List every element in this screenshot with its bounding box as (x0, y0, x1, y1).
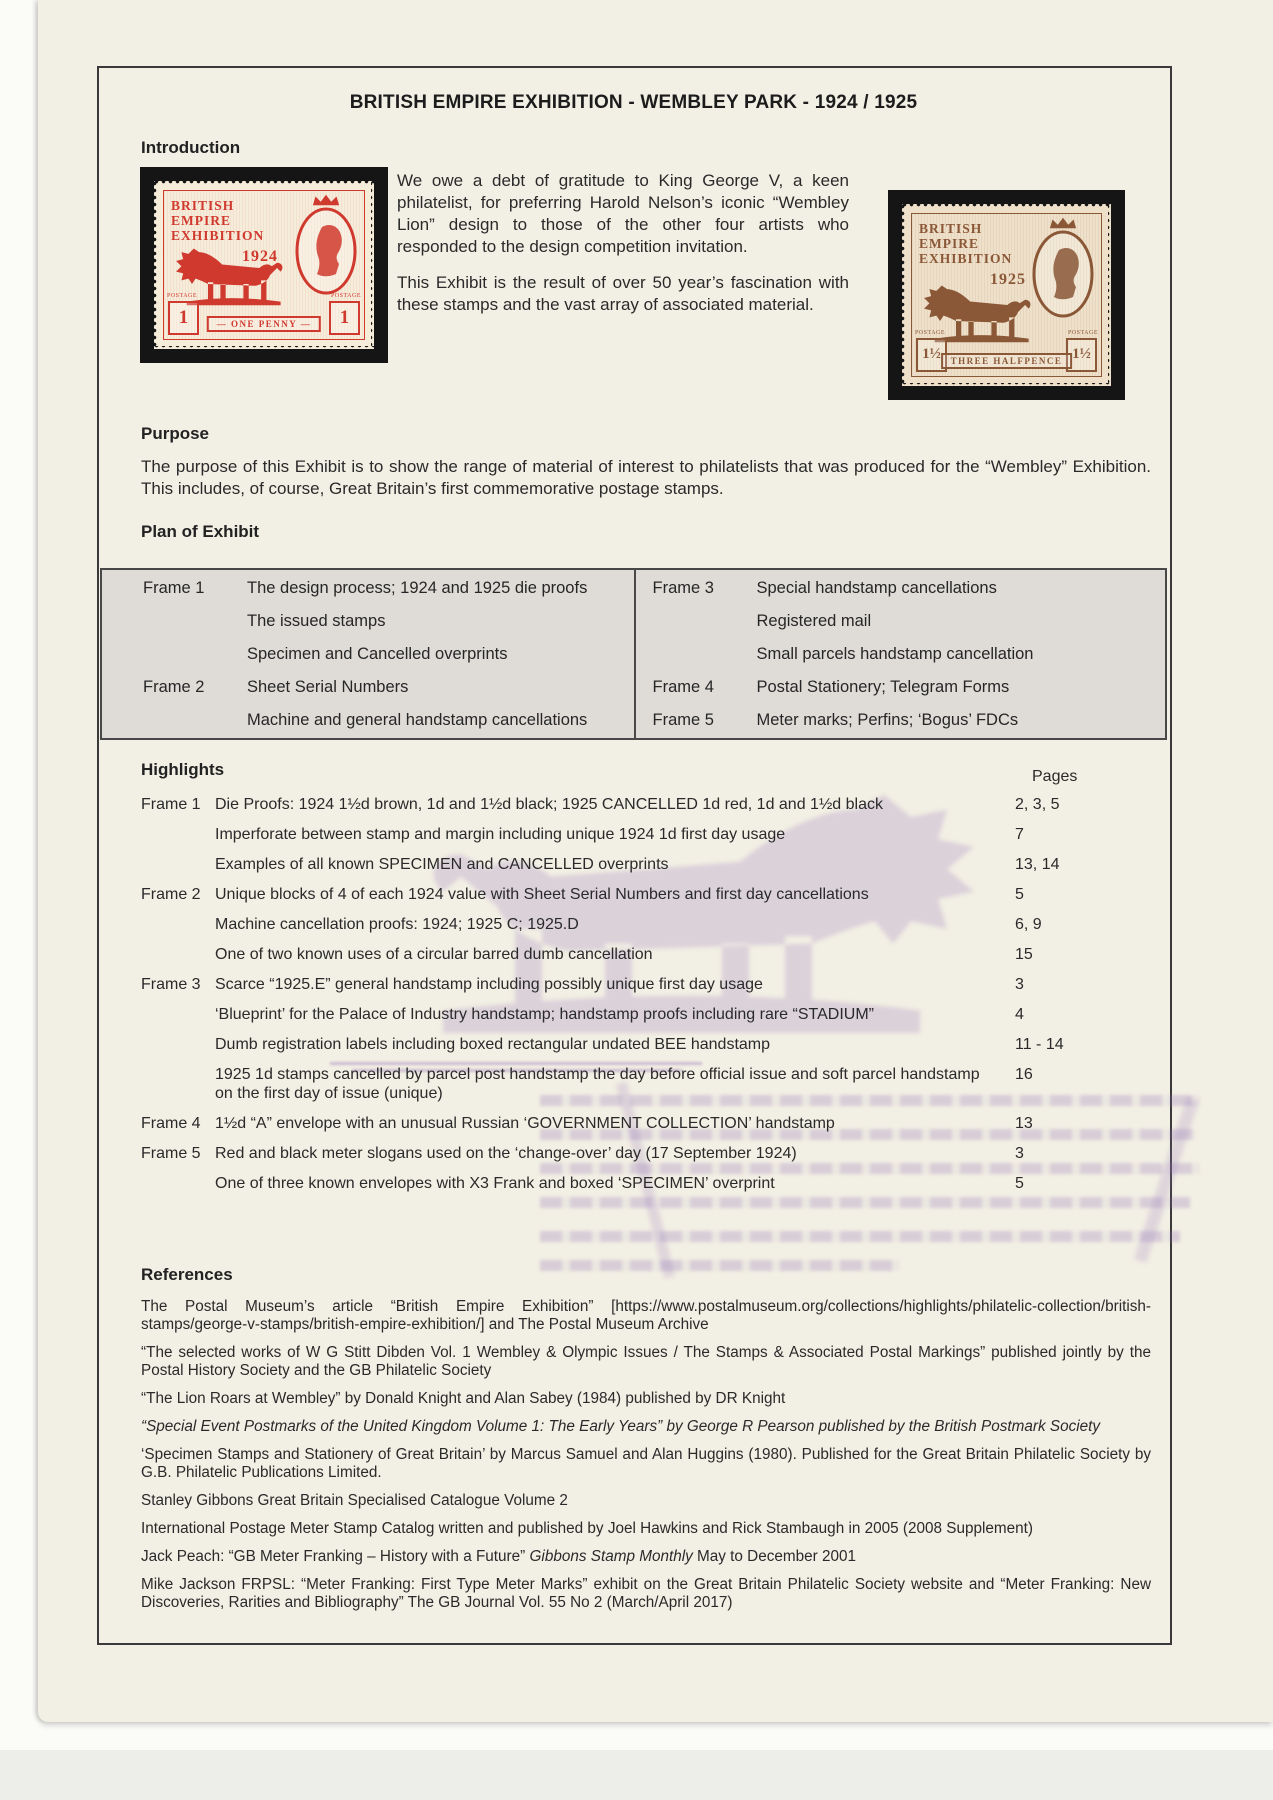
plan-frame-label (143, 704, 247, 737)
highlight-frame-label (141, 1065, 215, 1103)
plan-row (636, 572, 1166, 605)
highlight-row (141, 1035, 1181, 1054)
plan-frame-label: Frame 1 (143, 579, 205, 597)
stamp-value-tablet: 1½ (916, 338, 947, 372)
highlight-pages: 13, 14 (1015, 856, 1060, 873)
section-heading-highlights: Highlights (141, 760, 225, 779)
plan-column-right (634, 570, 1166, 738)
plan-row-text: Postal Stationery; Telegram Forms (756, 678, 1010, 696)
highlight-text: Imperforate between stamp and margin including unique 1924 1d first day usage (215, 826, 786, 843)
stamp-1925-three-halfpence (902, 204, 1111, 386)
plan-row-text: Registered mail (756, 612, 872, 630)
reference-item (141, 1492, 1151, 1510)
reference-text: “The selected works of W G Stitt Dibden Vol. 1 Wembley & Olympic Issues / The Stamps & Associated Postal Markings” published jointly by the Postal History Society and the GB Philatelic Society (141, 1344, 1151, 1379)
stamp-postage-text: POSTAGE (915, 330, 946, 336)
purpose-text: The purpose of this Exhibit is to show the range of material of interest to philatelists that was produced for the “Wembley” Exhibition. This includes, of course, Great Britain’s first commemorative postage stamps. (141, 457, 1151, 499)
highlight-frame-label (141, 915, 215, 934)
highlight-pages: 11 - 14 (1015, 1036, 1064, 1053)
highlight-frame-label (141, 1035, 215, 1054)
highlight-pages: 13 (1015, 1115, 1033, 1132)
highlight-row (141, 855, 1181, 874)
plan-row-text: Machine and general handstamp cancellations (247, 711, 588, 729)
highlight-pages: 5 (1015, 886, 1024, 903)
reference-item (141, 1446, 1151, 1482)
reference-text: The Postal Museum’s article “British Empire Exhibition” [https://www.postalmuseum.org/collections/highlights/philatelic-collection/british-stamps/george-v-stamps/british-empire-exhibition/] and The Postal Museum Archive (141, 1298, 1151, 1333)
plan-row (102, 704, 634, 737)
plan-row (102, 572, 634, 605)
stamp-postage-text: POSTAGE (330, 293, 361, 299)
highlight-pages: 4 (1015, 1006, 1024, 1023)
plan-frame-label: Frame 3 (652, 579, 714, 597)
stamp-1924-design (163, 190, 365, 340)
stamp-country-text (171, 198, 264, 243)
plan-column-left (102, 570, 634, 738)
section-heading-plan: Plan of Exhibit (141, 522, 260, 541)
highlight-row (141, 825, 1181, 844)
stamp-text-line: EMPIRE (171, 213, 231, 229)
intro-paragraph-2: This Exhibit is the result of over 50 year’s fascination with these stamps and the vast array of associated material. (397, 273, 849, 315)
reference-item (141, 1520, 1151, 1538)
stamp-text-line: EXHIBITION (171, 228, 265, 244)
perforation-edge (901, 383, 1112, 388)
reference-text: ‘Specimen Stamps and Stationery of Great Britain’ by Marcus Samuel and Alan Huggins (1980). Published for the Great Britain Philatelic Society by G.B. Philatelic Publications Limited. (141, 1446, 1151, 1481)
highlight-frame-label (141, 825, 215, 844)
highlight-row (141, 1114, 1181, 1133)
reference-text: “The Lion Roars at Wembley” by Donald Knight and Alan Sabey (1984) published by DR Knight (141, 1390, 786, 1407)
stamp-1924-one-penny (154, 181, 374, 349)
plan-row (636, 704, 1166, 737)
stamp-year: 1924 (242, 248, 278, 265)
plan-frame-label (653, 605, 757, 638)
plan-frame-label: Frame 4 (652, 678, 714, 696)
plan-row (636, 671, 1166, 704)
highlight-row (141, 1065, 1181, 1103)
highlight-text: One of two known uses of a circular barred dumb cancellation (215, 946, 653, 963)
plan-row (636, 638, 1166, 671)
stamp-value-tablet: 1 (168, 301, 199, 335)
stamp-text-line: EXHIBITION (919, 251, 1013, 267)
plan-row (636, 605, 1166, 638)
stamp-value-tablet: 1½ (1066, 338, 1097, 372)
highlight-row (141, 915, 1181, 934)
reference-item (141, 1298, 1151, 1334)
plan-row-text: The design process; 1924 and 1925 die proofs (247, 579, 588, 597)
perforation-edge (371, 180, 376, 350)
highlight-frame-label (141, 855, 215, 874)
plan-row-text: Meter marks; Perfins; ‘Bogus’ FDCs (756, 711, 1019, 729)
highlight-frame-label: Frame 3 (141, 976, 201, 993)
highlight-row (141, 1144, 1181, 1163)
pages-column-header: Pages (1032, 768, 1078, 785)
highlight-pages: 3 (1015, 976, 1024, 993)
reference-text: Gibbons Stamp Monthly (529, 1548, 693, 1565)
reference-item (141, 1576, 1151, 1612)
stamp-text-line: BRITISH (919, 221, 983, 236)
highlight-text: ‘Blueprint’ for the Palace of Industry handstamp; handstamp proofs including rare “STADIUM” (215, 1006, 874, 1023)
highlight-row (141, 885, 1181, 904)
highlight-text: One of three known envelopes with X3 Frank and boxed ‘SPECIMEN’ overprint (215, 1175, 775, 1192)
highlight-pages: 3 (1015, 1145, 1024, 1162)
reference-text: Jack Peach: “GB Meter Franking – History with a Future” (141, 1548, 530, 1565)
stamp-denomination: THREE HALFPENCE (941, 353, 1073, 369)
stamp-text-line: BRITISH (171, 198, 235, 213)
highlight-row (141, 1174, 1181, 1193)
reference-item (141, 1344, 1151, 1380)
stamp-text-line: EMPIRE (919, 236, 979, 252)
plan-frame-label: Frame 2 (143, 678, 205, 696)
section-heading-introduction: Introduction (141, 138, 241, 157)
reference-text: “Special Event Postmarks of the United Kingdom Volume 1: The Early Years” by George R Pearson published by the British Postmark Society (141, 1418, 1101, 1435)
plan-row-text: Special handstamp cancellations (756, 579, 997, 597)
perforation-edge (901, 202, 1112, 207)
highlight-row (141, 975, 1181, 994)
plan-row (102, 605, 634, 638)
section-heading-references: References (141, 1265, 233, 1284)
highlight-pages: 5 (1015, 1175, 1024, 1192)
stamp-denomination: — ONE PENNY — (207, 316, 321, 332)
plan-row-text: Sheet Serial Numbers (247, 678, 409, 696)
highlight-text: Dumb registration labels including boxed rectangular undated BEE handstamp (215, 1036, 771, 1053)
reference-item (141, 1548, 1151, 1566)
stamp-1925-design (911, 213, 1102, 377)
king-george-v-portrait (295, 207, 357, 295)
stamp-year: 1925 (990, 271, 1026, 288)
stamp-value-tablet: 1 (329, 301, 360, 335)
crown-icon (309, 193, 343, 207)
stamp-country-text (919, 221, 1012, 266)
perforation-edge (900, 203, 905, 387)
highlight-frame-label: Frame 5 (141, 1145, 201, 1162)
plan-of-exhibit-table (100, 568, 1167, 740)
stamp-mount-1925 (888, 190, 1125, 400)
highlight-row (141, 945, 1181, 964)
references-list (141, 1298, 1151, 1622)
highlight-pages: 16 (1015, 1066, 1033, 1083)
plan-row (102, 638, 634, 671)
intro-paragraph-1: We owe a debt of gratitude to King George V, a keen philatelist, for preferring Harold Nelson’s iconic “Wembley Lion” design to those of the other four artists who responded to the design competition invitation. (397, 171, 849, 257)
highlight-pages: 6, 9 (1015, 916, 1042, 933)
plan-row-text: The issued stamps (247, 612, 386, 630)
highlight-pages: 15 (1015, 946, 1033, 963)
stamp-mount-1924 (140, 167, 388, 363)
perforation-edge (153, 179, 375, 184)
reference-item (141, 1418, 1151, 1436)
highlight-text: 1925 1d stamps cancelled by parcel post handstamp the day before official issue and soft parcel handstamp on the first day of issue (unique) (215, 1066, 980, 1102)
introduction-text (397, 170, 849, 331)
plan-frame-label (143, 638, 247, 671)
plan-row-text: Specimen and Cancelled overprints (247, 645, 508, 663)
plan-row (102, 671, 634, 704)
page-bottom-edge (0, 1750, 1273, 1800)
highlight-frame-label (141, 1174, 215, 1193)
highlight-text: Unique blocks of 4 of each 1924 value with Sheet Serial Numbers and first day cancellations (215, 886, 869, 903)
plan-frame-label: Frame 5 (652, 711, 714, 729)
highlight-text: Examples of all known SPECIMEN and CANCELLED overprints (215, 856, 669, 873)
highlight-frame-label: Frame 2 (141, 886, 201, 903)
stamp-postage-text: POSTAGE (1067, 330, 1098, 336)
perforation-edge (153, 346, 375, 351)
highlight-frame-label (141, 945, 215, 964)
reference-text: Stanley Gibbons Great Britain Specialised Catalogue Volume 2 (141, 1492, 568, 1509)
highlight-text: Scarce “1925.E” general handstamp including possibly unique first day usage (215, 976, 763, 993)
reference-text: International Postage Meter Stamp Catalog written and published by Joel Hawkins and Rick Stambaugh in 2005 (2008 Supplement) (141, 1520, 1033, 1537)
reference-item (141, 1390, 1151, 1408)
highlight-text: Red and black meter slogans used on the ‘change-over’ day (17 September 1924) (215, 1145, 797, 1162)
stamp-postage-text: POSTAGE (167, 293, 198, 299)
crown-icon (1046, 216, 1080, 230)
plan-frame-label (143, 605, 247, 638)
highlight-frame-label: Frame 1 (141, 796, 201, 813)
highlight-pages: 2, 3, 5 (1015, 796, 1060, 813)
plan-row-text: Small parcels handstamp cancellation (756, 645, 1034, 663)
reference-text: Mike Jackson FRPSL: “Meter Franking: First Type Meter Marks” exhibit on the Great Britain Philatelic Society website and “Meter Franking: New Discoveries, Rarities and Bibliography” The GB Journal Vol. 55 No 2 (March/April 2017) (141, 1576, 1151, 1611)
highlight-pages: 7 (1015, 826, 1024, 843)
perforation-edge (1108, 203, 1113, 387)
highlight-row (141, 795, 1181, 814)
section-heading-purpose: Purpose (141, 424, 210, 443)
reference-text: May to December 2001 (692, 1548, 857, 1565)
highlight-text: Machine cancellation proofs: 1924; 1925 C; 1925.D (215, 916, 579, 933)
highlight-row (141, 1005, 1181, 1024)
highlights-list (141, 795, 1181, 1204)
highlight-text: Die Proofs: 1924 1½d brown, 1d and 1½d black; 1925 CANCELLED 1d red, 1d and 1½d black (215, 796, 883, 813)
page-title: BRITISH EMPIRE EXHIBITION - WEMBLEY PARK - 1924 / 1925 (349, 92, 918, 113)
highlight-frame-label: Frame 4 (141, 1115, 201, 1132)
highlight-frame-label (141, 1005, 215, 1024)
plan-frame-label (653, 638, 757, 671)
perforation-edge (152, 180, 157, 350)
highlight-text: 1½d “A” envelope with an unusual Russian ‘GOVERNMENT COLLECTION’ handstamp (215, 1115, 835, 1132)
